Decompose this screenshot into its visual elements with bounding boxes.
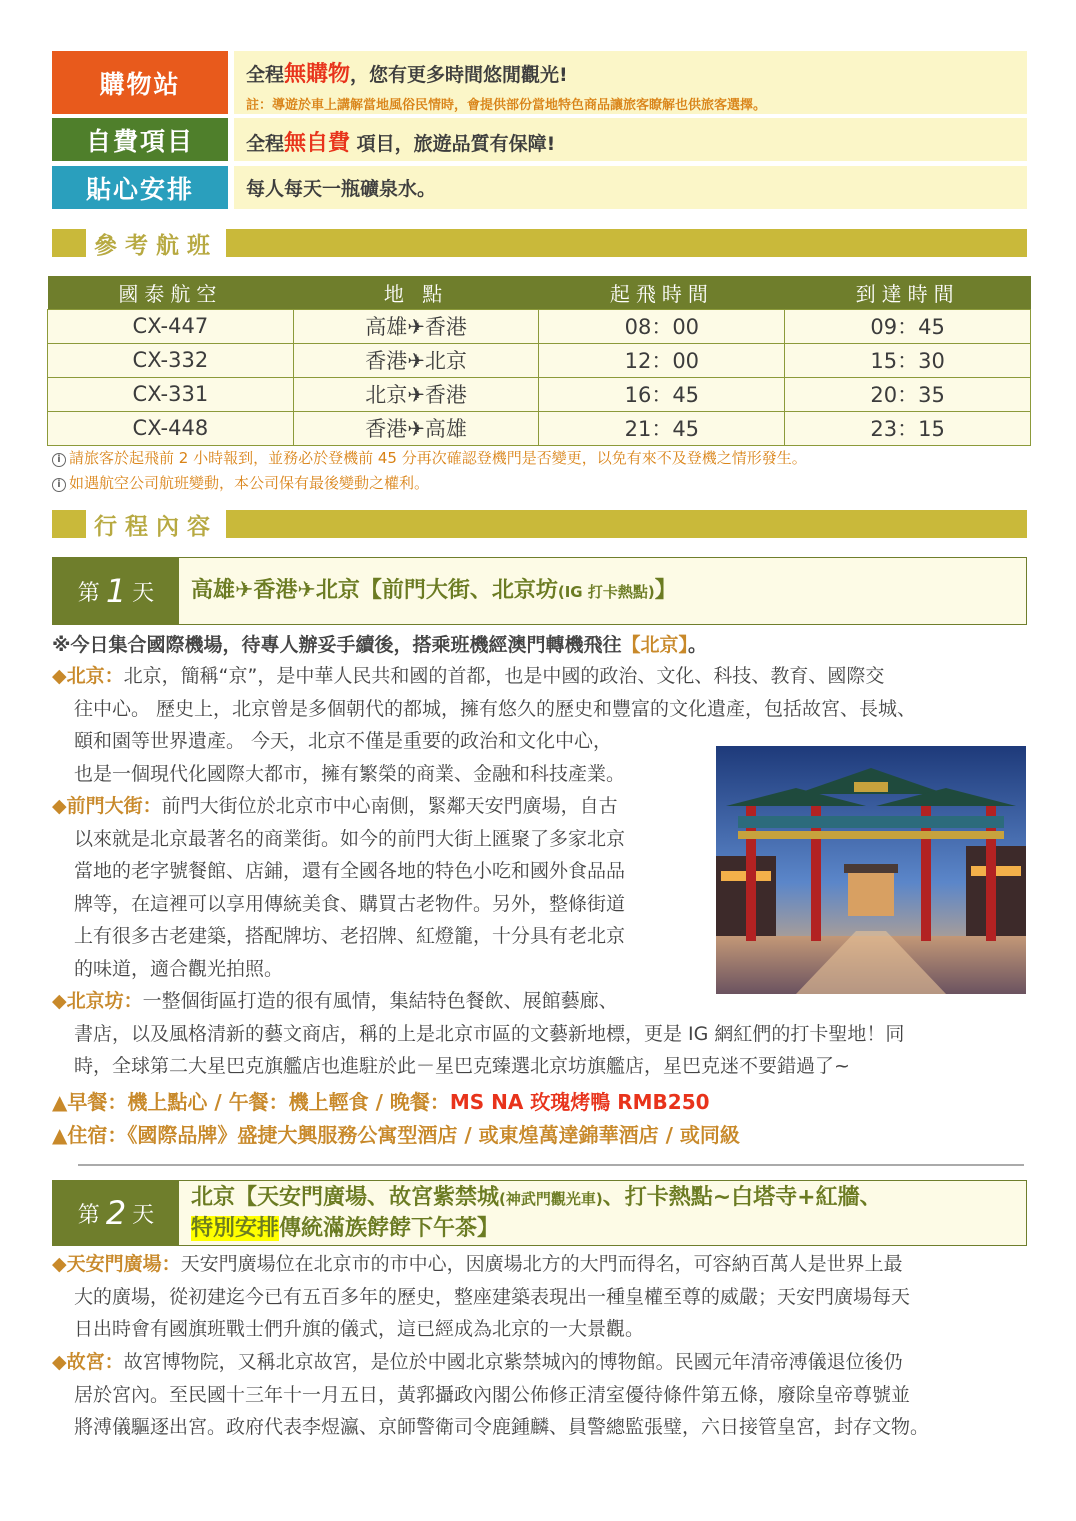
lead-destination: 【北京】 — [621, 634, 688, 656]
day2-title-b: 、打卡熱點~白塔寺+紅牆、 — [602, 1185, 882, 1210]
qianmen-line-5: 上有很多古老建築，搭配牌坊、老招牌、紅燈籠，十分具有老北京 — [74, 925, 626, 947]
day1-lead — [52, 630, 707, 657]
table-row — [48, 309, 1031, 343]
gg-term: 故宮： — [66, 1351, 124, 1373]
table-row — [48, 377, 1031, 411]
qianmen-line-6: 的味道，適合觀光拍照。 — [74, 957, 284, 980]
flights-section-title: 參考航班 — [86, 227, 226, 260]
info-icon: i — [52, 478, 66, 492]
care-main: 每人每天一瓶礦泉水。 — [246, 178, 437, 200]
tam-line-2: 大的廣場，從初建迄今已有五百多年的歷史，整座建築表現出一種皇權至尊的威嚴；天安門廣場每天 — [74, 1285, 911, 1308]
flight-arrive: 20：35 — [785, 377, 1031, 411]
bullet-icon: ◆ — [52, 795, 67, 817]
itinerary-section-header — [52, 510, 1027, 538]
bullet-icon: ◆ — [52, 665, 67, 687]
beijing-line-1 — [52, 660, 1027, 693]
shopping-note: 註：導遊於車上講解當地風俗民情時，會提供部份當地特色商品讓旅客瞭解也供旅客選擇。 — [246, 98, 767, 113]
flight-no: CX-331 — [48, 377, 294, 411]
flight-depart: 16：45 — [539, 377, 785, 411]
optional-tour-row — [52, 118, 1027, 161]
flight-route: 北京✈香港 — [293, 377, 539, 411]
gugong-paragraph — [52, 1346, 1027, 1444]
shopping-highlight: 無購物 — [284, 62, 351, 87]
day-suffix: 天 — [132, 580, 155, 606]
flight-note-2 — [52, 472, 429, 493]
day1-meals — [52, 1086, 710, 1115]
day2-title-small: (神武門觀光車) — [499, 1190, 603, 1208]
day-suffix: 天 — [132, 1202, 155, 1228]
gg-text: 故宮博物院，又稱北京故宮，是位於中國北京紫禁城內的博物館。民國元年清帝溥儀退位後仍 — [123, 1351, 903, 1373]
care-label: 貼心安排 — [52, 166, 228, 209]
qianmen-paragraph — [52, 790, 712, 985]
day1-badge — [53, 558, 179, 624]
bjf-text: 一整個街區打造的很有風情，集結特色餐飲、展館藝廊、 — [142, 990, 618, 1012]
header-location: 地 點 — [293, 276, 539, 309]
beijing-line-2: 往中心。 歷史上，北京曾是多個朝代的都城，擁有悠久的歷史和豐富的文化遺產，包括故宮、長城、 — [74, 697, 917, 720]
day2-title-line-2 — [191, 1214, 1014, 1244]
note-text: 如遇航空公司航班變動，本公司保有最後變動之權利。 — [69, 474, 430, 492]
flight-arrive: 23：15 — [785, 411, 1031, 445]
flight-table — [47, 276, 1031, 446]
bullet-icon: ◆ — [52, 1351, 67, 1373]
flight-table-header — [48, 276, 1031, 309]
care-body — [234, 166, 1027, 209]
day-prefix: 第 — [77, 1202, 100, 1228]
header-departure: 起飛時間 — [539, 276, 785, 309]
flight-no: CX-332 — [48, 343, 294, 377]
meal-text: ▲早餐：機上點心 / 午餐：機上輕食 / 晚餐： — [52, 1090, 450, 1114]
flights-section-header — [52, 229, 1027, 257]
flight-depart: 12：00 — [539, 343, 785, 377]
day2-title — [179, 1181, 1026, 1245]
flight-no: CX-448 — [48, 411, 294, 445]
day1-title-main: 高雄✈香港✈北京【前門大街、北京坊 — [191, 578, 558, 603]
flight-arrive: 15：30 — [785, 343, 1031, 377]
bjf-line-2: 書店，以及風格清新的藝文商店，稱的上是北京市區的文藝新地標，更是 IG 網紅們的打卡聖地！同 — [74, 1022, 905, 1045]
note-text: 請旅客於起飛前 2 小時報到，並務必於登機前 45 分再次確認登機門是否變更，以免有來不及登機之情形發生。 — [69, 449, 807, 467]
shopping-main — [246, 57, 1015, 88]
flight-depart: 08：00 — [539, 309, 785, 343]
day2-title-line-1 — [191, 1183, 1014, 1214]
day-number: 1 — [105, 572, 127, 610]
flight-arrive: 09：45 — [785, 309, 1031, 343]
day-number: 2 — [105, 1194, 127, 1232]
bjf-term: 北京坊： — [66, 990, 143, 1012]
qianmen-line-2: 以來就是北京最著名的商業街。如今的前門大街上匯聚了多家北京 — [74, 827, 626, 850]
bjf-line-3: 時，全球第二大星巴克旗艦店也進駐於此－星巴克臻選北京坊旗艦店，星巴克迷不要錯過了~ — [74, 1055, 850, 1077]
day1-header — [52, 557, 1027, 625]
day2-title-a: 北京【天安門廣場、故宮紫禁城 — [191, 1185, 500, 1210]
lead-end: 。 — [688, 634, 708, 656]
section-bar — [226, 229, 1027, 257]
gg-line-3: 將溥儀驅逐出宮。政府代表李煜瀛、京師警衛司令鹿鍾麟、員警總監張璧，六日接管皇宮，封存文物。 — [74, 1416, 930, 1438]
beijing-line-3: 頤和園等世界遺產。 今天，北京不僅是重要的政治和文化中心， — [74, 730, 613, 752]
dinner-highlight: MS NA 玫瑰烤鴨 RMB250 — [449, 1090, 710, 1114]
shopping-body — [234, 51, 1027, 114]
qianmen-photo — [716, 746, 1026, 994]
tam-line-1 — [52, 1248, 1027, 1281]
qianmen-term: 前門大街： — [66, 795, 162, 817]
itinerary-section-title: 行程內容 — [86, 508, 226, 541]
flight-note-1 — [52, 447, 807, 468]
bullet-icon: ◆ — [52, 990, 67, 1012]
day1-hotel: ▲住宿：《國際品牌》盛捷大興服務公寓型酒店 / 或東煌萬達錦華酒店 / 或同級 — [52, 1123, 740, 1147]
day2-title-c: 傳統滿族餑餑下午茶】 — [279, 1216, 500, 1241]
tam-term: 天安門廣場： — [66, 1253, 181, 1275]
optional-tour-body — [234, 118, 1027, 161]
gg-line-1 — [52, 1346, 1027, 1379]
day1-title-end: 】 — [654, 578, 677, 603]
qianmen-text: 前門大街位於北京市中心南側，緊鄰天安門廣場，自古 — [161, 795, 618, 817]
optional-suffix: 項目，旅遊品質有保障! — [350, 133, 556, 155]
shopping-prefix: 全程 — [246, 64, 285, 86]
beijing-term: 北京： — [66, 665, 124, 687]
special-arrangement-highlight: 特別安排 — [191, 1216, 280, 1241]
tam-line-3: 日出時會有國旗班戰士們升旗的儀式，這已經成為北京的一大景觀。 — [74, 1318, 645, 1340]
section-bar — [226, 510, 1027, 538]
beijing-line-4: 也是一個現代化國際大都市，擁有繁榮的商業、金融和科技產業。 — [74, 762, 626, 785]
header-airline: 國泰航空 — [48, 276, 294, 309]
table-row — [48, 411, 1031, 445]
day-divider — [78, 1164, 1024, 1166]
flight-route: 香港✈北京 — [293, 343, 539, 377]
day2-badge — [53, 1181, 179, 1245]
flight-no: CX-447 — [48, 309, 294, 343]
flight-depart: 21：45 — [539, 411, 785, 445]
optional-prefix: 全程 — [246, 133, 285, 155]
gg-line-2: 居於宮內。至民國十三年十一月五日，黃郛攝政內閣公佈修正清室優待條件第五條，廢除皇帝尊號並 — [74, 1383, 911, 1406]
day-prefix: 第 — [77, 580, 100, 606]
shopping-label: 購物站 — [52, 51, 228, 114]
optional-tour-main — [246, 126, 1015, 157]
qianmen-line-3: 當地的老字號餐館、店鋪，還有全國各地的特色小吃和國外食品品 — [74, 860, 626, 882]
section-marker — [52, 510, 86, 538]
optional-tour-label: 自費項目 — [52, 118, 228, 161]
day1-title-small: (IG 打卡熱點) — [557, 583, 655, 601]
qianmen-line-4: 牌等，在這裡可以享用傳統美食、購買古老物件。另外，整條街道 — [74, 892, 626, 915]
beijing-text: 北京，簡稱“京”，是中華人民共和國的首都，也是中國的政治、文化、科技、教育、國際交 — [123, 665, 885, 687]
shopping-row — [52, 51, 1027, 114]
bullet-icon: ◆ — [52, 1253, 67, 1275]
qianmen-line-1 — [52, 790, 712, 823]
tiananmen-paragraph — [52, 1248, 1027, 1346]
info-icon: i — [52, 453, 66, 467]
qianmen-gate-image — [716, 746, 1026, 994]
shopping-suffix: ，您有更多時間悠閒觀光! — [350, 64, 568, 86]
flight-route: 香港✈高雄 — [293, 411, 539, 445]
table-row — [48, 343, 1031, 377]
flight-route: 高雄✈香港 — [293, 309, 539, 343]
tam-text: 天安門廣場位在北京市的市中心，因廣場北方的大門而得名，可容納百萬人是世界上最 — [180, 1253, 903, 1275]
header-arrival: 到達時間 — [785, 276, 1031, 309]
day1-title — [179, 558, 1026, 624]
optional-highlight: 無自費 — [284, 131, 351, 156]
day2-header — [52, 1180, 1027, 1246]
section-marker — [52, 229, 86, 257]
care-row — [52, 166, 1027, 209]
lead-text: ※今日集合國際機場，待專人辦妥手續後，搭乘班機經澳門轉機飛往 — [52, 634, 622, 656]
beijingfang-paragraph — [52, 985, 1027, 1083]
